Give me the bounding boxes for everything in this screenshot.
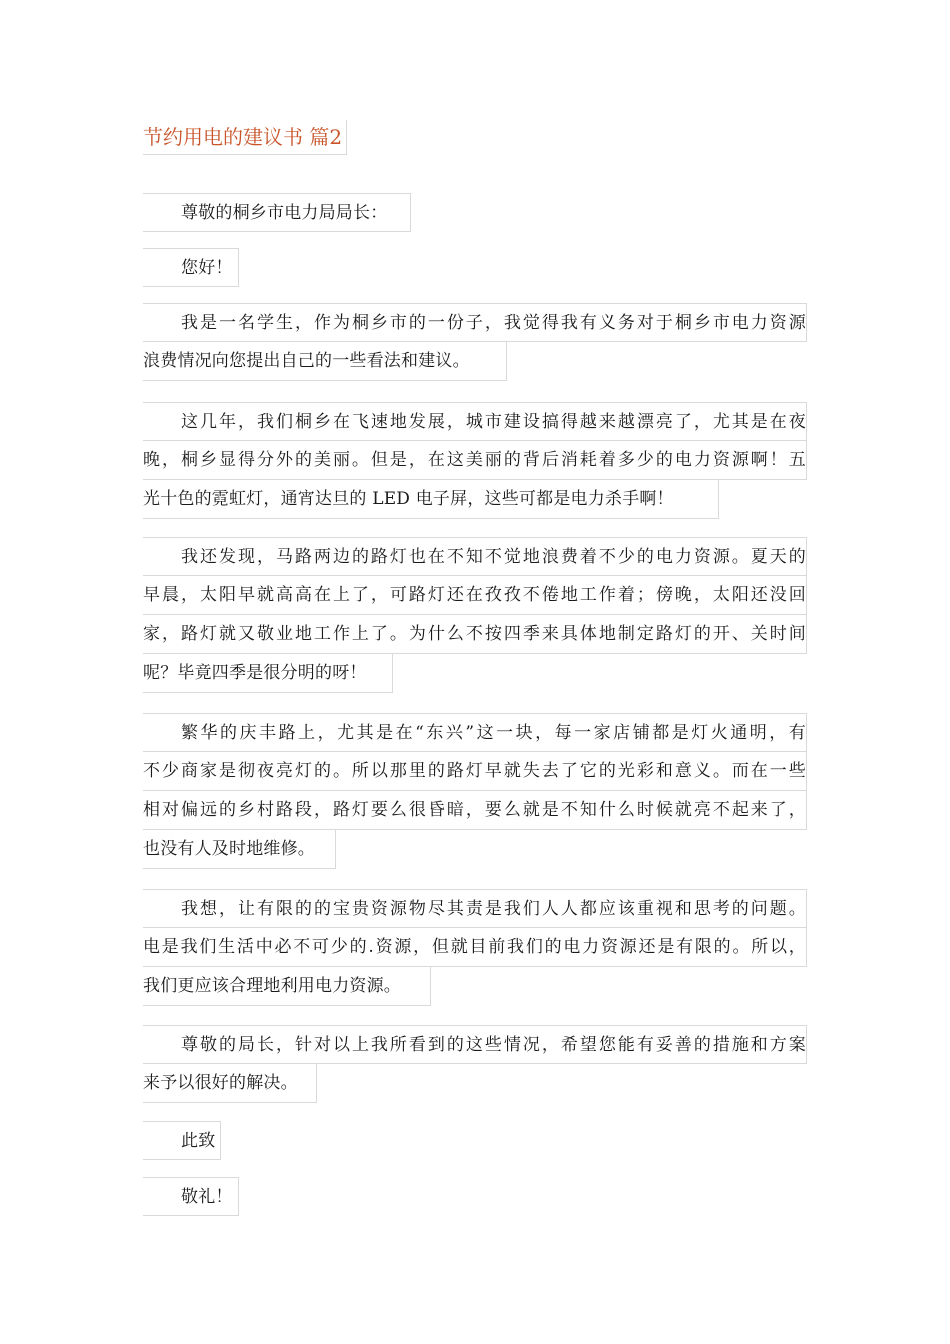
paragraph: [143, 1177, 807, 1216]
paragraph-line: 敬礼！: [143, 1177, 239, 1216]
paragraph: [143, 537, 807, 693]
paragraph: [143, 402, 807, 519]
paragraph-line: 此致: [143, 1121, 221, 1160]
paragraph: [143, 713, 807, 869]
paragraph-line: 电是我们生活中必不可少的.资源，但就目前我们的电力资源还是有限的。所以，: [143, 928, 807, 967]
paragraph-line: 早晨，太阳早就高高在上了，可路灯还在孜孜不倦地工作着；傍晚，太阳还没回: [143, 576, 807, 615]
paragraph-line: 也没有人及时地维修。: [143, 830, 336, 869]
paragraph-line: 家，路灯就又敬业地工作上了。为什么不按四季来具体地制定路灯的开、关时间: [143, 615, 807, 654]
paragraph-line: 这几年，我们桐乡在飞速地发展，城市建设搞得越来越漂亮了，尤其是在夜: [143, 402, 807, 441]
paragraph: [143, 889, 807, 1006]
paragraph: [143, 248, 807, 287]
paragraph-line: 来予以很好的解决。: [143, 1064, 317, 1103]
paragraph-line: 不少商家是彻夜亮灯的。所以那里的路灯早就失去了它的光彩和意义。而在一些: [143, 752, 807, 791]
paragraph-line: 晚，桐乡显得分外的美丽。但是，在这美丽的背后消耗着多少的电力资源啊！五: [143, 441, 807, 480]
paragraph-line: 光十色的霓虹灯，通宵达旦的 LED 电子屏，这些可都是电力杀手啊！: [143, 480, 719, 519]
paragraph: [143, 1121, 807, 1160]
paragraph-line: 繁华的庆丰路上，尤其是在“东兴”这一块，每一家店铺都是灯火通明，有: [143, 713, 807, 752]
document-title: 节约用电的建议书 篇2: [143, 120, 347, 155]
paragraph-line: 呢？毕竟四季是很分明的呀！: [143, 654, 393, 693]
paragraph-line: 我想，让有限的的宝贵资源物尽其责是我们人人都应该重视和思考的问题。: [143, 889, 807, 928]
paragraph-line: 您好！: [143, 248, 239, 287]
paragraph-line: 我还发现，马路两边的路灯也在不知不觉地浪费着不少的电力资源。夏天的: [143, 537, 807, 576]
paragraph-line: 尊敬的局长，针对以上我所看到的这些情况，希望您能有妥善的措施和方案: [143, 1025, 807, 1064]
paragraph-line: 我们更应该合理地利用电力资源。: [143, 967, 431, 1006]
paragraph-line: 相对偏远的乡村路段，路灯要么很昏暗，要么就是不知什么时候就亮不起来了，: [143, 791, 807, 830]
paragraph-line: 浪费情况向您提出自己的一些看法和建议。: [143, 342, 507, 381]
paragraph: [143, 1025, 807, 1103]
paragraph-line: 我是一名学生，作为桐乡市的一份子，我觉得我有义务对于桐乡市电力资源: [143, 303, 807, 342]
paragraph: [143, 303, 807, 381]
paragraph-line: 尊敬的桐乡市电力局局长：: [143, 193, 411, 232]
paragraph: [143, 193, 807, 232]
